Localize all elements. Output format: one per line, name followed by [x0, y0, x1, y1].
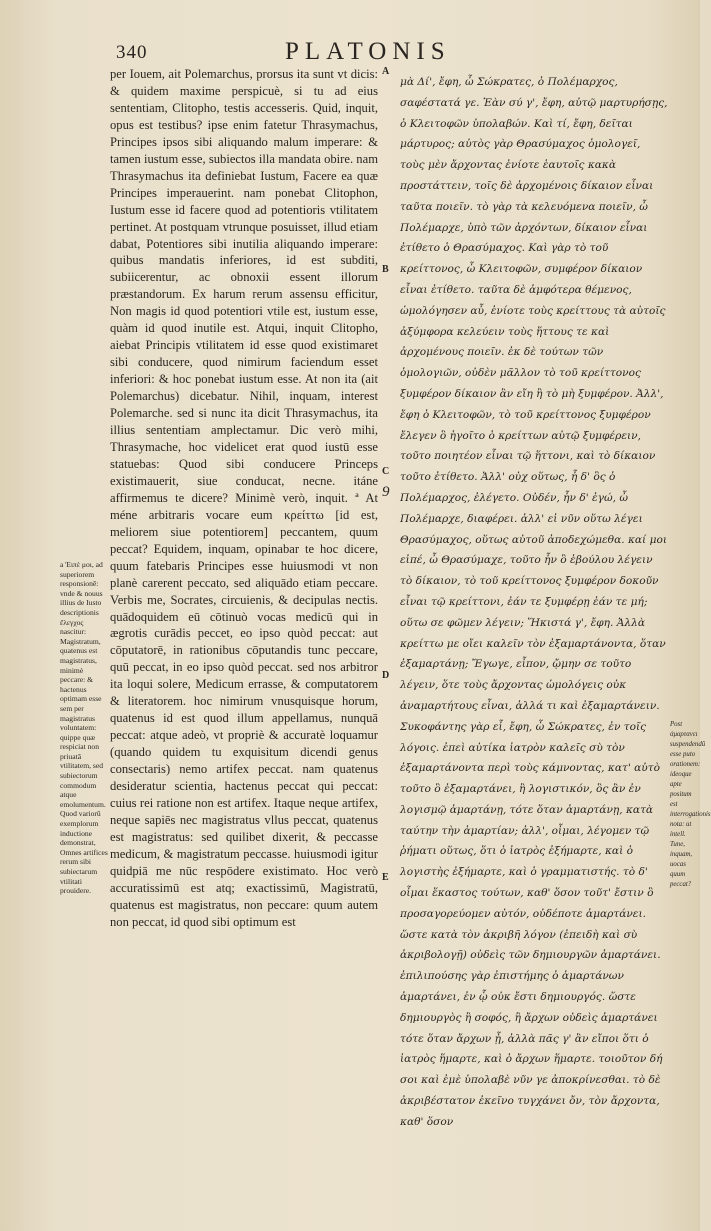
- margin-letter-b: B: [382, 264, 389, 275]
- greek-text: μὰ Δί', ἔφη, ὦ Σώκρατες, ὁ Πολέμαρχος, σαφέστατά γε. Ἐὰν σύ γ', ἔφη, αὐτῷ μαρτυρήσῃς, ὁ Κλειτοφῶν ὑπολαβών. Καὶ τί, ἔφη, δεῖται μάρτυρος; αὐτὸς γὰρ Θρασύμαχος ὁμολογεῖ, τοὺς μὲν ἄρχοντας ἐνίοτε ἑαυτοῖς κακὰ προστάττειν, τοῖς δὲ ἀρχομένοις δίκαιον εἶναι ταῦτα ποιεῖν. τὸ γὰρ τὰ κελευόμενα ποιεῖν, ὦ Πολέμαρχε, ὑπὸ τῶν ἀρχόντων, δίκαιον εἶναι ἐτίθετο ὁ Θρασύμαχος. Καὶ γὰρ τὸ τοῦ κρείττονος, ὦ Κλειτοφῶν, συμφέρον δίκαιον εἶναι ἐτίθετο. ταῦτα δὲ ἀμφότερα θέμενος, ὡμολόγησεν αὖ, ἐνίοτε τοὺς κρείττους τὰ αὑτοῖς ἀξύμφορα κελεύειν τοὺς ἥττους τε καὶ ἀρχομένους ποιεῖν. ἐκ δὲ τούτων τῶν ὁμολογιῶν, οὐδὲν μᾶλλον τὸ τοῦ κρείττονος ξυμφέρον δίκαιον ἂν εἴη ἢ τὸ μὴ ξυμφέρον. Ἀλλ', ἔφη ὁ Κλειτοφῶν, τὸ τοῦ κρείττονος ξυμφέρον ἔλεγεν ὃ ἡγοῖτο ὁ κρείττων αὑτῷ ξυμφέρειν, τοῦτο ποιητέον εἶναι τῷ ἥττονι, καὶ τὸ δίκαιον τοῦτο ἐτίθετο. Ἀλλ' οὐχ οὕτως, ἦ δ' ὃς ὁ Πολέμαρχος, ἐλέγετο. Οὐδέν, ἦν δ' ἐγώ, ὦ Πολέμαρχε, διαφέρει. ἀλλ' εἰ νῦν οὕτω λέγει Θρασύμαχος, οὕτως αὐτοῦ ἀποδεχώμεθα. καί μοι εἰπέ, ὦ Θρασύμαχε, τοῦτο ἦν ὃ ἐβούλου λέγειν τὸ δίκαιον, τὸ τοῦ κρείττονος ξυμφέρον δοκοῦν εἶναι τῷ κρείττονι, ἐάν τε ξυμφέρῃ ἐάν τε μή; οὕτω σε φῶμεν λέγειν; Ἥκιστά γ', ἔφη. Ἀλλὰ κρείττω με οἴει καλεῖν τὸν ἐξαμαρτάνοντα, ὅταν ἐξαμαρτάνῃ; Ἔγωγε, εἶπον, ᾤμην σε τοῦτο λέγειν, ὅτε τοὺς ἄρχοντας ὡμολόγεις οὐκ ἀναμαρτήτους εἶναι, ἀλλά τι καὶ ἐξαμαρτάνειν. Συκοφάντης γὰρ εἶ, ἔφη, ὦ Σώκρατες, ἐν τοῖς λόγοις. ἐπεὶ αὐτίκα ἰατρὸν καλεῖς σὺ τὸν ἐξαμαρτάνοντα περὶ τοὺς κάμνοντας, κατ' αὐτὸ τοῦτο ὃ ἐξαμαρτάνει, ἢ λογιστικόν, ὃς ἂν ἐν λογισμῷ ἁμαρτάνῃ, τότε ὅταν ἁμαρτάνῃ, κατὰ ταύτην τὴν ἁμαρτίαν; ἀλλ', οἶμαι, λέγομεν τῷ ῥήματι οὕτως, ὅτι ὁ ἰατρὸς ἐξήμαρτε, καὶ ὁ λογιστὴς ἐξήμαρτε, καὶ ὁ γραμματιστής. τὸ δ' οἶμαι ἕκαστος τούτων, καθ' ὅσον τοῦτ' ἔστιν ὃ προσαγορεύομεν αὐτόν, οὐδέποτε ἁμαρτάνει. ὥστε κατὰ τὸν ἀκριβῆ λόγον (ἐπειδὴ καὶ σὺ ἀκριβολογῇ) οὐδεὶς τῶν δημιουργῶν ἁμαρτάνει. ἐπιλιπούσης γὰρ ἐπιστήμης ὁ ἁμαρτάνων ἁμαρτάνει, ἐν ᾧ οὐκ ἔστι δημιουργός. ὥστε δημιουργὸς ἢ σοφός, ἢ ἄρχων οὐδεὶς ἁμαρτάνει τότε ὅταν ἄρχων ᾖ, ἀλλὰ πᾶς γ' ἂν εἴποι ὅτι ὁ ἰατρὸς ἥμαρτε, καὶ ὁ ἄρχων ἥμαρτε. τοιοῦτον δή σοι καὶ ἐμὲ ὑπολαβὲ νῦν γε ἀποκρίνεσθαι. τὸ δὲ ἀκριβέστατον ἐκεῖνο τυγχάνει ὄν, τὸν ἄρχοντα, καθ' ὅσον: [400, 76, 668, 1128]
- margin-letter-d: D: [382, 670, 390, 681]
- latin-text: per Iouem, ait Polemarchus, prorsus ita sunt vt dicis: & quidem maxime perspicuè, si tu ad eius sententiam, Clitopho, testis accesseris. Quid, inquit, opus est testibus? ipse enim fatetur Thrasymachus, Principes ipsos sibi aliquando malum imperare: & tamen iustum esse, subiectos illa mandata obire. nam Thrasymachus ita definiebat Iustum, Facere ea quæ Principes imperauerint. nam ponebat Clitophon, Iustum esse id facere quod ad potentioris vtilitatem pertinet. At postquam vtrunque posuisset, illud etiam dabat, Potentiores sibi inutilia aliquando imperare: quibus mandatis inferiores, id est subditi, subiicerentur, ac obnoxii essent illorum præstandorum. Ex harum rerum assensu efficitur, Non magis id quod potentiori vtile est, iustum esse, quàm id quod inutile est. Atqui, inquit Clitopho, aiebat Principis vtilitatem id esse quod existimaret sibi conducere, quod nimirum faciendum esset inferiori: & hoc ponebat iustum esse. At non ita (ait Polemarchus) dicebatur. Nihil, inquam, interest Polemarche. sed si nunc ita dicit Thrasymachus, ita illius sententiam amplectamur. Dic verò mihi, Thrasymache, hoc videlicet erat quod iustū esse statuebas: Quod sibi conducere Princeps existimauerit, siue conducat, necne. itáne affirmemus te dicere? Minimè verò, inquit. ª At méne arbitraris vocare eum κρείττω [id est, meliorem siue potentiorem] peccantem, quum peccat? Equidem, inquam, opinabar te hoc dicere, quum fatebaris Principes esse huiusmodi vt non planè carerent peccato, sed aliquādo etiam peccare. Verbis me, Socrates, circuienis, & decipulas nectis. quādoquidem eū cōtinuò vocas medicū qui in ægrotis curādis peccet, eo ipso quòd peccat: aut cōputatorē, in rationibus cōputandis tunc peccare, quū peccat, in eo ipso quòd peccat. sed nos arbitror ita loqui solere, Medicum errasse, & computatorem & literatorem. hoc nimirum vnusquisque horum, quatenus id est quod illum appellamus, nunquā peccat: atque adeò, vt propriè & accuratè loquamur (quando quidem tu exquisitum dicendi genus consectaris) nemo artifex peccat. nam quatenus desideratur scientia, hactenus peccat qui peccat: cuius rei ratione non est artifex. Itaque neque artifex, neque sapiēs nec magistratus vllus peccat, quatenus est magistratus: sed quilibet dixerit, & peccasse medicum, & magistratum peccasse. huiusmodi igitur quidpiā me nūc respōdere existimato. Hoc verò accuratissimū est atq; exactissimū, Magistratū, quatenus est magistratus, non peccare: quum autem non peccat, id quod sibi optimum est: [110, 67, 378, 929]
- margin-letter-e: E: [382, 872, 389, 883]
- page-number: 340: [116, 42, 148, 63]
- right-margin-note: [670, 720, 711, 890]
- folio-marker: 9: [382, 484, 390, 500]
- greek-column: [400, 72, 668, 1133]
- left-margin-note: [60, 560, 110, 896]
- right-note-text: Post ἁμαρτανει suspendendū esse puto orationem: ideoque apte positum est interrogationis nota: ut intell. Tune, inquam, uocas quum peccat?: [670, 721, 711, 888]
- left-note-text: a Ἐιπὲ μοι, ad superiorem responsionē: vnde & nouus illius de Iusto descriptionis ἔλεγχος nascitur: Magistratum, quatenus est magistratus, minimè peccare: & hactenus optimam esse sem per magistratus voluntatem: quippe quæ respiciat non priuatā vtilitatem, sed subiectorum commodum atque emolumentum. Quod variorū exemplorum inductione demonstrat, Omnes artifices rerum sibi subiectarum vtilitati prouidere.: [60, 560, 108, 896]
- latin-column: [110, 66, 378, 931]
- margin-letter-c: C: [382, 466, 390, 477]
- margin-letter-a: A: [382, 66, 390, 77]
- running-title: PLATONIS: [285, 38, 451, 65]
- margin-letters: [380, 0, 396, 1231]
